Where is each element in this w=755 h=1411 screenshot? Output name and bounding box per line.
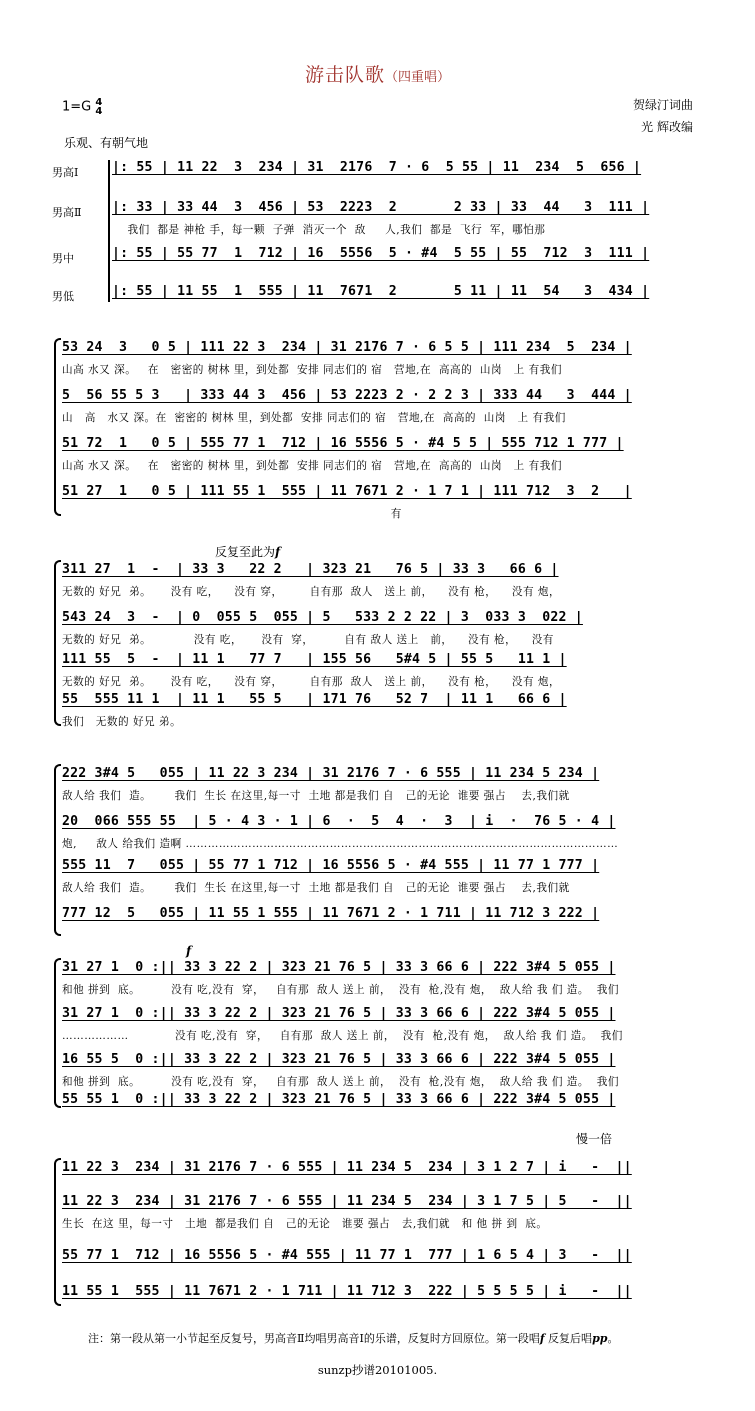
- footnote-text: 注：第一段从第一小节起至反复号，男高音Ⅱ均唱男高音Ⅰ的乐谱，反复时方回原位。第一段唱: [88, 1332, 540, 1345]
- staff-row: [62, 1248, 690, 1284]
- staff-row: [112, 246, 740, 282]
- lyric-line: ……………… 没有 吃,没有 穿， 自有那 敌人 送上 前， 没有 枪,没有 炮， 敌人给 我 们 造。 我们: [62, 1030, 623, 1042]
- system-brace: [54, 1158, 61, 1306]
- lyric-line: 生长 在这 里，每一寸 土地 都是我们 自 己的无论 谁要 强占 去,我们就 和 他 拼 到 底。: [62, 1218, 548, 1230]
- voice-label-bass: 男低: [52, 290, 74, 303]
- notes-line: 20 066 555 55 | 5 · 4 3 · 1 | 6 · 5 4 · 3 | i · 76 5 · 4 |: [62, 814, 616, 829]
- system-brace: [54, 764, 61, 936]
- staff-row: [62, 340, 690, 376]
- lyric-line: 我们 都是 神枪 手，每一颗 子弹 消灭一个 敌 人,我们 都是 飞行 军，哪怕那: [112, 224, 546, 236]
- staff-row: [62, 692, 690, 728]
- system-brace: [54, 560, 61, 726]
- notes-line: 55 55 1 0 :|| 33 3 22 2 | 323 21 76 5 | 33 3 66 6 | 222 3#4 5 055 |: [62, 1092, 616, 1107]
- staff-row: [62, 436, 690, 472]
- staff-row: [112, 284, 740, 320]
- staff-row: [62, 1006, 690, 1042]
- page-title: [0, 60, 755, 87]
- composer-credit: 贺绿汀词曲: [632, 98, 693, 112]
- lyric-line: 山高 水又 深。 在 密密的 树林 里，到处都 安排 同志们的 宿 营地,在 高高的 山岗 上 有我们: [62, 364, 562, 376]
- staff-row: [62, 610, 690, 646]
- score-system-6: [62, 1160, 690, 1310]
- lyric-line: 和他 拼到 底。 没有 吃,没有 穿， 自有那 敌人 送上 前， 没有 枪,没有 炮， 敌人给 我 们 造。 我们: [62, 984, 619, 996]
- notes-line: 16 55 5 0 :|| 33 3 22 2 | 323 21 76 5 | 33 3 66 6 | 222 3#4 5 055 |: [62, 1052, 616, 1067]
- footnote-pianissimo: pp: [592, 1332, 608, 1345]
- staff-row: [62, 1052, 690, 1088]
- staff-row: [62, 562, 690, 598]
- time-signature: [95, 98, 102, 116]
- song-subtitle: （四重唱）: [385, 70, 451, 85]
- notes-line: 222 3#4 5 055 | 11 22 3 234 | 31 2176 7 · 6 555 | 11 234 5 234 |: [62, 766, 600, 781]
- key-signature: [62, 98, 102, 116]
- lyric-line: 敌人给 我们 造。 我们 生长 在这里,每一寸 土地 都是我们 自 己的无论 谁要 强占 去,我们就: [62, 882, 570, 894]
- lyric-line: 山 高 水又 深。在 密密的 树林 里，到处都 安排 同志们的 宿 营地,在 高高的 山岗 上 有我们: [62, 412, 566, 424]
- system-brace: [54, 338, 61, 516]
- staff-row: [62, 814, 690, 850]
- voice-label-tenor1: 男高Ⅰ: [52, 166, 79, 179]
- notes-line: |: 55 | 55 77 1 712 | 16 5556 5 · #4 5 55 | 55 712 3 111 |: [112, 246, 650, 261]
- time-bottom: 4: [95, 106, 103, 117]
- footnote-end: 。: [607, 1332, 619, 1345]
- transcriber-signature: sunzp抄谱20101005.: [317, 1363, 438, 1377]
- notes-line: |: 33 | 33 44 3 456 | 53 2223 2 2 33 | 33 44 3 111 |: [112, 200, 650, 215]
- lyric-line: 无数的 好兄 弟。 没有 吃， 没有 穿， 自有那 敌人 送上 前， 没有 枪， 没有 炮，: [62, 676, 561, 688]
- forte-mark-second: f: [186, 944, 192, 958]
- notes-line: 55 77 1 712 | 16 5556 5 · #4 555 | 11 77 1 777 | 1 6 5 4 | 3 - ||: [62, 1248, 632, 1263]
- voice-label-baritone: 男中: [52, 252, 74, 265]
- notes-line: |: 55 | 11 22 3 234 | 31 2176 7 · 6 5 55 | 11 234 5 656 |: [112, 160, 642, 175]
- score-system-1: [112, 160, 692, 310]
- lyric-line: 无数的 好兄 弟。 没有 吃， 没有 穿， 自有那 敌人 送上 前， 没有 枪， 没有 炮，: [62, 586, 561, 598]
- notes-line: 5 56 55 5 3 | 333 44 3 456 | 53 2223 2 · 2 2 3 | 333 44 3 444 |: [62, 388, 632, 403]
- notes-line: |: 55 | 11 55 1 555 | 11 7671 2 5 11 | 11 54 3 434 |: [112, 284, 650, 299]
- notes-line: 555 11 7 055 | 55 77 1 712 | 16 5556 5 · #4 555 | 11 77 1 777 |: [62, 858, 600, 873]
- lyric-line: 敌人给 我们 造。 我们 生长 在这里,每一寸 土地 都是我们 自 己的无论 谁要 强占 去,我们就: [62, 790, 570, 802]
- notes-line: 53 24 3 0 5 | 111 22 3 234 | 31 2176 7 · 6 5 5 | 111 234 5 234 |: [62, 340, 632, 355]
- notes-line: 31 27 1 0 :|| 33 3 22 2 | 323 21 76 5 | 33 3 66 6 | 222 3#4 5 055 |: [62, 1006, 616, 1021]
- notes-line: 31 27 1 0 :|| 33 3 22 2 | 323 21 76 5 | 33 3 66 6 | 222 3#4 5 055 |: [62, 960, 616, 975]
- footnote: [88, 1330, 618, 1346]
- staff-row: [112, 200, 740, 236]
- notes-line: 11 55 1 555 | 11 7671 2 · 1 711 | 11 712 3 222 | 5 5 5 5 | i - ||: [62, 1284, 632, 1299]
- tempo-marking: 乐观、有朝气地: [64, 136, 149, 150]
- notes-line: 11 22 3 234 | 31 2176 7 · 6 555 | 11 234 5 234 | 3 1 2 7 | i - ||: [62, 1160, 632, 1175]
- lyric-line: 有: [62, 508, 402, 520]
- staff-row: [112, 160, 740, 196]
- notes-line: 51 27 1 0 5 | 111 55 1 555 | 11 7671 2 · 1 7 1 | 111 712 3 2 |: [62, 484, 632, 499]
- staff-row: [62, 766, 690, 802]
- score-system-3: [62, 562, 690, 732]
- lyric-line: 我们 无数的 好兄 弟。: [62, 716, 182, 728]
- system-bar: [108, 160, 110, 302]
- notes-line: 311 27 1 - | 33 3 22 2 | 323 21 76 5 | 33 3 66 6 |: [62, 562, 559, 577]
- footnote-mid: 反复后唱: [544, 1332, 593, 1345]
- voice-label-tenor2: 男高Ⅱ: [52, 206, 82, 219]
- staff-row: [62, 1194, 690, 1230]
- repeat-annotation: [215, 543, 280, 560]
- notes-line: 111 55 5 - | 11 1 77 7 | 155 56 5#4 5 | 55 5 11 1 |: [62, 652, 567, 667]
- staff-row: [62, 1092, 690, 1128]
- score-system-4: [62, 766, 690, 936]
- notes-line: 51 72 1 0 5 | 555 77 1 712 | 16 5556 5 · #4 5 5 | 555 712 1 777 |: [62, 436, 624, 451]
- time-top: 4: [95, 97, 103, 108]
- staff-row: [62, 484, 690, 520]
- repeat-marker: 反复至此为: [215, 545, 276, 559]
- lyric-line: 和他 拼到 底。 没有 吃,没有 穿， 自有那 敌人 送上 前， 没有 枪,没有 炮， 敌人给 我 们 造。 我们: [62, 1076, 619, 1088]
- staff-row: [62, 1284, 690, 1320]
- arranger-credit: 光 辉改编: [641, 120, 693, 134]
- key-label: 1=G: [62, 99, 92, 115]
- staff-row: [62, 388, 690, 424]
- staff-row: [62, 906, 690, 942]
- staff-row: [62, 652, 690, 688]
- staff-row: [62, 1160, 690, 1196]
- system-brace: [54, 958, 61, 1108]
- lyric-line: 无数的 好兄 弟。 没有 吃， 没有 穿， 自有 敌人 送上 前， 没有 枪， 没有: [62, 634, 554, 646]
- tempo-change-annotation: 慢一倍: [576, 1132, 613, 1146]
- staff-row: [62, 960, 690, 996]
- song-title: 游击队歌: [304, 64, 385, 86]
- footnote-forte: f: [539, 1332, 545, 1345]
- notes-line: 11 22 3 234 | 31 2176 7 · 6 555 | 11 234 5 234 | 3 1 7 5 | 5 - ||: [62, 1194, 632, 1209]
- notes-line: 55 555 11 1 | 11 1 55 5 | 171 76 52 7 | 11 1 66 6 |: [62, 692, 567, 707]
- notes-line: 543 24 3 - | 0 055 5 055 | 5 533 2 2 22 | 3 033 3 022 |: [62, 610, 583, 625]
- staff-row: [62, 858, 690, 894]
- lyric-line: 山高 水又 深。 在 密密的 树林 里，到处都 安排 同志们的 宿 营地,在 高高的 山岗 上 有我们: [62, 460, 562, 472]
- notes-line: 777 12 5 055 | 11 55 1 555 | 11 7671 2 · 1 711 | 11 712 3 222 |: [62, 906, 600, 921]
- forte-mark: f: [275, 545, 281, 559]
- lyric-line: 炮, 敌人 给我们 造啊 ………………………………………………………………………………………………………: [62, 838, 619, 850]
- score-system-5: [62, 960, 690, 1110]
- score-system-2: [62, 340, 690, 520]
